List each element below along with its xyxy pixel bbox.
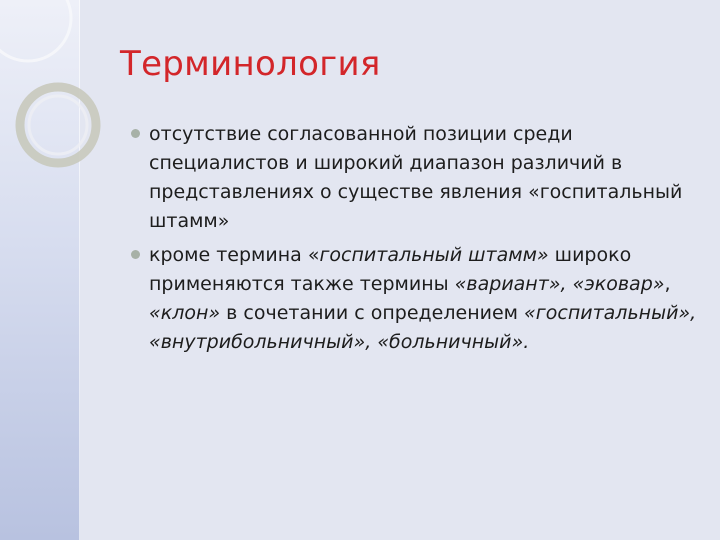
bullet-item (130, 120, 700, 236)
bullet-text: , (664, 273, 671, 295)
decorative-ring-top (0, 0, 71, 61)
bullet-list (130, 120, 700, 362)
bullet-text: «госпитальный», «внутрибольничный», «больничный». (149, 302, 697, 353)
bullet-text: госпитальный штамм» (319, 244, 549, 266)
bullet-item (130, 241, 700, 357)
bullet-dot-icon (131, 250, 140, 259)
decorative-ring-inner (29, 96, 87, 154)
bullet-text: в сочетании с определением (220, 302, 525, 324)
bullet-dot-icon (131, 129, 140, 138)
bullet-text: отсутствие согласованной позиции среди специалистов и широкий диапазон различий в представлениях о существе явления «госпитальный штамм» (149, 123, 683, 232)
bullet-text: «клон» (149, 302, 221, 324)
bullet-text: широко применяются также термины (149, 244, 632, 295)
decorative-ring-main (20, 87, 96, 163)
bullet-text: «вариант», «эковар» (454, 273, 665, 295)
bullet-text: кроме термина « (149, 244, 320, 266)
slide-title: Терминология (120, 44, 381, 84)
